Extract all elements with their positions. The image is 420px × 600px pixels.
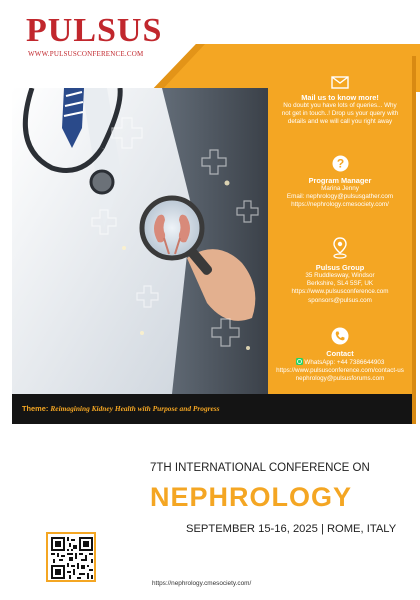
contact-panel [268, 44, 412, 394]
theme-label: Theme: [22, 404, 49, 413]
contact-url[interactable]: https://www.pulsusconference.com/contact-us [276, 367, 404, 375]
conference-date-location: SEPTEMBER 15-16, 2025 | ROME, ITALY [186, 523, 397, 535]
contact-email[interactable]: nephrology@pulsusforums.com [295, 375, 385, 383]
theme-banner [12, 394, 412, 424]
envelope-icon [331, 76, 349, 89]
pulsus-group-title: Pulsus Group [315, 263, 365, 272]
whatsapp-icon [296, 358, 303, 365]
program-manager-section [268, 155, 412, 210]
question-icon [332, 155, 349, 172]
website-url[interactable]: https://nephrology.cmesociety.com/ [152, 580, 252, 587]
mail-line: details and we will call you right away [287, 118, 393, 126]
address-line: 35 Ruddlesway, Windsor [305, 272, 375, 279]
group-website[interactable]: https://www.pulsusconference.com [291, 288, 389, 296]
contact-section [268, 327, 412, 384]
conference-title: NEPHROLOGY [150, 482, 353, 512]
logo-url[interactable]: WWW.PULSUSCONFERENCE.COM [28, 50, 144, 58]
contact-title: Contact [326, 349, 354, 358]
panel-edge [412, 56, 416, 394]
pulsus-group-section [268, 237, 412, 305]
mail-line: not get in touch..! Drop us your query with [281, 110, 399, 118]
program-manager-title: Program Manager [308, 176, 372, 185]
manager-name: Marina Jenny [321, 185, 359, 192]
whatsapp-number[interactable]: WhatsApp: +44 7386644903 [304, 359, 385, 366]
address-line: Berkshire, SL4 5SF, UK [306, 280, 374, 288]
manager-email[interactable]: Email: nephrology@pulsusgather.com [286, 193, 394, 201]
qr-code[interactable] [46, 532, 96, 582]
theme-text: Reimagining Kidney Health with Purpose and Progress [50, 404, 220, 413]
phone-icon [331, 327, 349, 345]
whatsapp-line[interactable] [268, 358, 412, 367]
conference-edition: 7TH INTERNATIONAL CONFERENCE ON [150, 462, 370, 474]
manager-website[interactable]: https://nephrology.cmesociety.com/ [291, 201, 389, 209]
theme-edge [412, 394, 416, 424]
sponsors-email[interactable]: sponsors@pulsus.com [308, 296, 372, 304]
mail-title: Mail us to know more! [301, 93, 379, 102]
qr-code-icon [51, 537, 93, 579]
svg-text:?: ? [336, 156, 344, 171]
location-pin-icon [332, 237, 348, 259]
mail-section [268, 76, 412, 127]
logo-wordmark: PULSUS [26, 12, 163, 49]
mail-line: No doubt you have lots of queries... Why [283, 102, 397, 109]
doctor-photo [12, 88, 270, 394]
